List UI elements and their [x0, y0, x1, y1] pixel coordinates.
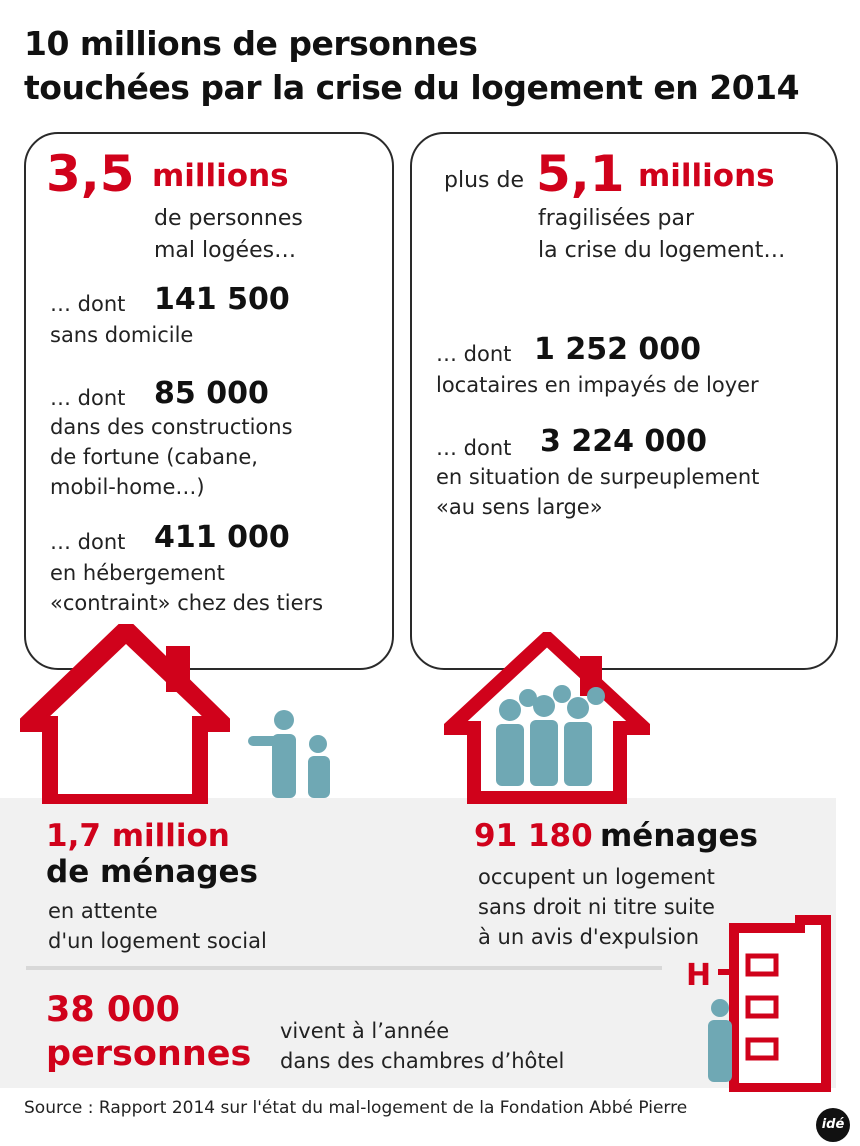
menages-attente-label: de ménages: [46, 854, 258, 890]
left-item-1-line1: sans domicile: [50, 323, 194, 347]
hotel-building-icon: [704, 914, 834, 1092]
publisher-logo: idé: [816, 1108, 850, 1142]
left-item-2-line1: dans des constructions: [50, 415, 293, 439]
left-item-1-value: 141 500: [154, 282, 290, 317]
expulsion-line2: sans droit ni titre suite: [478, 895, 715, 919]
expulsion-line1: occupent un logement: [478, 865, 715, 889]
right-item-1-line1: locataires en impayés de loyer: [436, 373, 759, 397]
menages-attente-line2: d'un logement social: [48, 929, 267, 953]
right-item-1-prefix: … dont: [436, 342, 512, 366]
source-note: Source : Rapport 2014 sur l'état du mal-logement de la Fondation Abbé Pierre: [24, 1098, 688, 1118]
right-sub-line-1: fragilisées par: [538, 206, 695, 231]
expulsion-value: 91 180: [474, 818, 593, 854]
left-item-3-line1: en hébergement: [50, 561, 225, 585]
right-headline-number: 5,1: [536, 145, 625, 203]
right-item-1-value: 1 252 000: [534, 332, 702, 367]
left-sub-line-1: de personnes: [154, 206, 303, 231]
right-sub-line-2: la crise du logement…: [538, 238, 786, 263]
hotel-line2: dans des chambres d’hôtel: [280, 1049, 565, 1073]
family-figures-icon: [246, 706, 342, 802]
page-title: [24, 22, 844, 110]
left-sub-line-2: mal logées…: [154, 238, 297, 263]
house-icon: [20, 624, 230, 804]
right-item-2-line1: en situation de surpeuplement: [436, 465, 760, 489]
crowded-house-icon: [444, 632, 650, 804]
expulsion-line3: à un avis d'expulsion: [478, 925, 700, 949]
right-item-2-line2: «au sens large»: [436, 495, 603, 519]
left-headline-number: 3,5: [46, 145, 135, 203]
right-item-2-prefix: … dont: [436, 436, 512, 460]
right-prefix: plus de: [444, 168, 524, 193]
menages-attente-value: 1,7 million: [46, 818, 230, 854]
hotel-sign: H: [686, 958, 712, 993]
title-line-1: 10 millions de personnes: [24, 24, 478, 63]
hotel-label: personnes: [46, 1034, 252, 1074]
left-item-2-value: 85 000: [154, 376, 269, 411]
left-item-1-prefix: … dont: [50, 292, 126, 316]
left-item-3-line2: «contraint» chez des tiers: [50, 591, 324, 615]
hotel-line1: vivent à l’année: [280, 1019, 450, 1043]
expulsion-label: ménages: [600, 818, 758, 854]
left-item-3-prefix: … dont: [50, 530, 126, 554]
left-item-2-prefix: … dont: [50, 386, 126, 410]
title-line-2: touchées par la crise du logement en 2014: [24, 68, 800, 107]
left-item-3-value: 411 000: [154, 520, 290, 555]
right-headline-unit: millions: [638, 158, 775, 194]
left-item-2-line2: de fortune (cabane,: [50, 445, 258, 469]
right-item-2-value: 3 224 000: [540, 424, 708, 459]
bottom-divider: [26, 966, 662, 970]
left-headline-unit: millions: [152, 158, 289, 194]
hotel-value: 38 000: [46, 990, 180, 1030]
menages-attente-line1: en attente: [48, 899, 158, 923]
left-item-2-line3: mobil-home…): [50, 475, 205, 499]
